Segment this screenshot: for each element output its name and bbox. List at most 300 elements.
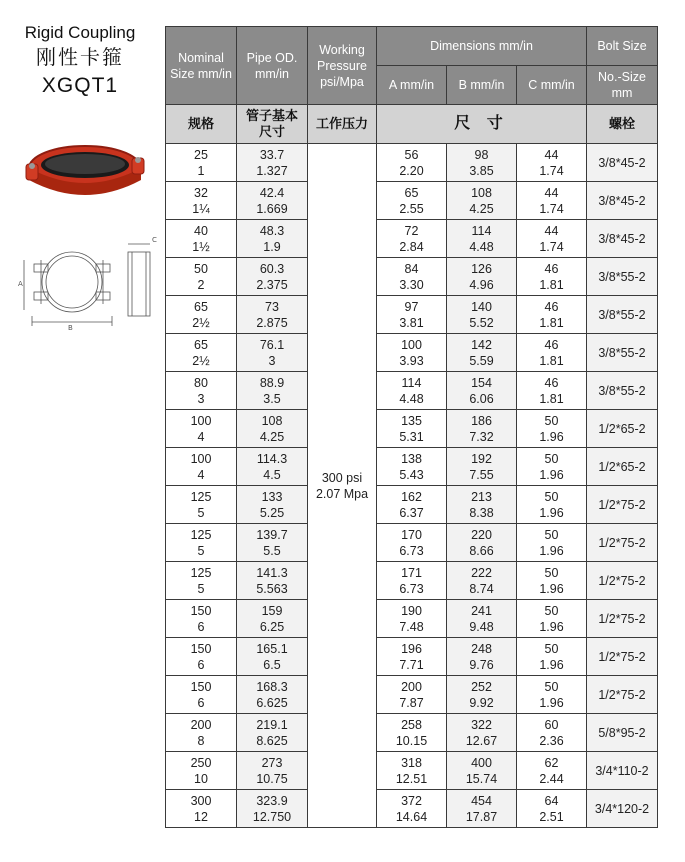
nominal-size-cell bbox=[166, 334, 237, 372]
dim-c-mm: 50 bbox=[544, 679, 559, 694]
pipe-od-mm: 139.7 bbox=[256, 527, 288, 542]
dim-b-in: 4.48 bbox=[469, 239, 494, 254]
dim-a-in: 10.15 bbox=[395, 733, 428, 748]
dim-c-cell bbox=[517, 676, 587, 714]
dim-a-in: 3.93 bbox=[399, 353, 424, 368]
pipe-od-cell bbox=[237, 562, 308, 600]
nominal-size-mm: 32 bbox=[194, 185, 208, 200]
header-bolt-sub-line2: mm bbox=[611, 86, 633, 100]
dim-c-mm: 46 bbox=[544, 375, 559, 390]
dim-a-in: 12.51 bbox=[395, 771, 428, 786]
dim-b-mm: 454 bbox=[471, 793, 492, 808]
table-row bbox=[166, 600, 658, 638]
dim-a-cell bbox=[377, 296, 447, 334]
header-pipe-line1: Pipe OD. bbox=[246, 50, 298, 65]
bolt-size-cell: 5/8*95-2 bbox=[587, 714, 658, 752]
dim-a-cell bbox=[377, 144, 447, 182]
nominal-size-mm: 50 bbox=[194, 261, 208, 276]
dim-a-in: 5.31 bbox=[399, 429, 424, 444]
dim-c-cell bbox=[517, 714, 587, 752]
dim-c-cell bbox=[517, 258, 587, 296]
dim-a-in: 6.37 bbox=[399, 505, 424, 520]
product-title-en: Rigid Coupling bbox=[24, 23, 136, 42]
pipe-od-in: 1.669 bbox=[256, 201, 288, 216]
bolt-size-cell: 3/8*45-2 bbox=[587, 220, 658, 258]
dim-c-in: 1.74 bbox=[539, 239, 564, 254]
dim-a-cell bbox=[377, 752, 447, 790]
pipe-od-in: 10.75 bbox=[256, 771, 288, 786]
dim-b-mm: 98 bbox=[474, 147, 489, 162]
dim-c-cell bbox=[517, 410, 587, 448]
nominal-size-in: 1 bbox=[197, 163, 205, 178]
dim-b-in: 5.52 bbox=[469, 315, 494, 330]
dim-c-in: 1.96 bbox=[539, 657, 564, 672]
nominal-size-mm: 40 bbox=[194, 223, 208, 238]
nominal-size-cell bbox=[166, 790, 237, 828]
nominal-size-in: 12 bbox=[194, 809, 208, 824]
dim-c-in: 1.96 bbox=[539, 581, 564, 596]
dim-a-cell bbox=[377, 220, 447, 258]
pipe-od-cell bbox=[237, 334, 308, 372]
dim-c-cell bbox=[517, 638, 587, 676]
dim-b-in: 8.38 bbox=[469, 505, 494, 520]
pipe-od-mm: 133 bbox=[261, 489, 283, 504]
dim-a-in: 6.73 bbox=[399, 581, 424, 596]
dim-c-cell bbox=[517, 220, 587, 258]
dim-b-cell bbox=[447, 752, 517, 790]
dim-b-in: 9.92 bbox=[469, 695, 494, 710]
pipe-od-mm: 114.3 bbox=[256, 451, 288, 466]
nominal-size-cell bbox=[166, 486, 237, 524]
dim-a-cell bbox=[377, 600, 447, 638]
dim-c-mm: 44 bbox=[544, 223, 559, 238]
dim-a-mm: 258 bbox=[401, 717, 422, 732]
table-row bbox=[166, 372, 658, 410]
dim-b-mm: 213 bbox=[471, 489, 492, 504]
dim-c-in: 1.96 bbox=[539, 467, 564, 482]
dim-b-in: 7.55 bbox=[469, 467, 494, 482]
dim-b-mm: 252 bbox=[471, 679, 492, 694]
dim-a-in: 2.84 bbox=[399, 239, 424, 254]
header-cn-pressure: 工作压力 bbox=[308, 105, 377, 144]
dim-b-cell bbox=[447, 372, 517, 410]
nominal-size-mm: 150 bbox=[190, 603, 212, 618]
nominal-size-in: 6 bbox=[197, 619, 205, 634]
dimension-drawing bbox=[10, 230, 160, 330]
dim-c-mm: 50 bbox=[544, 413, 559, 428]
pipe-od-mm: 60.3 bbox=[259, 261, 285, 276]
dim-c-mm: 60 bbox=[544, 717, 559, 732]
pipe-od-mm: 219.1 bbox=[256, 717, 288, 732]
nominal-size-mm: 150 bbox=[190, 679, 212, 694]
dim-b-in: 5.59 bbox=[469, 353, 494, 368]
dim-c-in: 2.51 bbox=[539, 809, 564, 824]
table-row bbox=[166, 144, 658, 182]
dim-b-mm: 192 bbox=[471, 451, 492, 466]
bolt-size-cell: 1/2*75-2 bbox=[587, 524, 658, 562]
header-bolt-sub bbox=[587, 66, 658, 105]
dim-c-in: 1.81 bbox=[539, 391, 564, 406]
dim-b-mm: 248 bbox=[471, 641, 492, 656]
pipe-od-mm: 323.9 bbox=[256, 793, 288, 808]
nominal-size-in: 3 bbox=[197, 391, 205, 406]
pipe-od-in: 3 bbox=[268, 353, 276, 368]
nominal-size-cell bbox=[166, 372, 237, 410]
dim-a-mm: 196 bbox=[401, 641, 422, 656]
pipe-od-cell bbox=[237, 296, 308, 334]
pipe-od-in: 5.5 bbox=[263, 543, 281, 558]
nominal-size-cell bbox=[166, 182, 237, 220]
dim-c-cell bbox=[517, 448, 587, 486]
pipe-od-mm: 73 bbox=[265, 299, 279, 314]
spec-table bbox=[165, 26, 658, 828]
dim-b-in: 17.87 bbox=[465, 809, 498, 824]
nominal-size-mm: 300 bbox=[190, 793, 212, 808]
table-row bbox=[166, 714, 658, 752]
dim-b-mm: 400 bbox=[471, 755, 492, 770]
dim-a-in: 4.48 bbox=[399, 391, 424, 406]
dim-label-c: C bbox=[152, 236, 157, 244]
dim-c-mm: 64 bbox=[544, 793, 559, 808]
dim-b-cell bbox=[447, 676, 517, 714]
nominal-size-mm: 65 bbox=[194, 337, 208, 352]
pipe-od-cell bbox=[237, 638, 308, 676]
dim-a-in: 5.43 bbox=[399, 467, 424, 482]
dim-c-in: 2.36 bbox=[539, 733, 564, 748]
dim-c-mm: 50 bbox=[544, 565, 559, 580]
dim-a-cell bbox=[377, 486, 447, 524]
dim-a-mm: 170 bbox=[401, 527, 422, 542]
table-row bbox=[166, 296, 658, 334]
dim-a-in: 2.55 bbox=[399, 201, 424, 216]
pipe-od-in: 2.875 bbox=[256, 315, 288, 330]
pipe-od-mm: 141.3 bbox=[256, 565, 288, 580]
nominal-size-in: 4 bbox=[197, 467, 205, 482]
nominal-size-in: 4 bbox=[197, 429, 205, 444]
bolt-size-cell: 1/2*75-2 bbox=[587, 676, 658, 714]
bolt-size-cell: 1/2*75-2 bbox=[587, 638, 658, 676]
pipe-od-in: 5.563 bbox=[256, 581, 288, 596]
dim-a-cell bbox=[377, 448, 447, 486]
pipe-od-in: 8.625 bbox=[256, 733, 288, 748]
table-row bbox=[166, 790, 658, 828]
dim-c-in: 1.81 bbox=[539, 315, 564, 330]
dim-b-cell bbox=[447, 600, 517, 638]
nominal-size-cell bbox=[166, 714, 237, 752]
dim-b-in: 7.32 bbox=[469, 429, 494, 444]
table-row bbox=[166, 448, 658, 486]
dim-a-mm: 372 bbox=[401, 793, 422, 808]
pipe-od-mm: 76.1 bbox=[259, 337, 285, 352]
pressure-mpa: 2.07 Mpa bbox=[315, 486, 369, 501]
table-row bbox=[166, 486, 658, 524]
dim-a-mm: 171 bbox=[401, 565, 422, 580]
pipe-od-cell bbox=[237, 524, 308, 562]
nominal-size-mm: 200 bbox=[190, 717, 212, 732]
dim-c-mm: 50 bbox=[544, 603, 559, 618]
dim-b-cell bbox=[447, 448, 517, 486]
pipe-od-mm: 168.3 bbox=[256, 679, 288, 694]
table-row bbox=[166, 182, 658, 220]
dim-label-a: A bbox=[18, 280, 23, 288]
product-heading bbox=[0, 22, 160, 100]
pipe-od-in: 4.25 bbox=[259, 429, 285, 444]
dim-a-in: 7.71 bbox=[399, 657, 424, 672]
header-cn-pipe bbox=[237, 105, 308, 144]
dim-b-mm: 186 bbox=[471, 413, 492, 428]
table-row bbox=[166, 524, 658, 562]
dim-b-in: 3.85 bbox=[469, 163, 494, 178]
header-working-line1: Working bbox=[319, 42, 365, 57]
pipe-od-in: 5.25 bbox=[259, 505, 285, 520]
dim-b-mm: 220 bbox=[471, 527, 492, 542]
nominal-size-in: 1½ bbox=[192, 239, 210, 254]
header-nominal-line2: Size mm/in bbox=[170, 66, 232, 81]
dim-c-cell bbox=[517, 486, 587, 524]
table-row bbox=[166, 258, 658, 296]
pipe-od-mm: 48.3 bbox=[259, 223, 285, 238]
nominal-size-in: 5 bbox=[197, 543, 205, 558]
bolt-size-cell: 3/8*55-2 bbox=[587, 296, 658, 334]
dim-a-mm: 97 bbox=[404, 299, 419, 314]
nominal-size-mm: 100 bbox=[190, 413, 212, 428]
dim-a-mm: 200 bbox=[401, 679, 422, 694]
dim-b-cell bbox=[447, 714, 517, 752]
dim-b-in: 12.67 bbox=[465, 733, 498, 748]
pipe-od-in: 4.5 bbox=[263, 467, 281, 482]
dim-c-in: 1.74 bbox=[539, 163, 564, 178]
dim-b-cell bbox=[447, 144, 517, 182]
nominal-size-in: 1¼ bbox=[192, 201, 210, 216]
pipe-od-cell bbox=[237, 676, 308, 714]
bolt-size-cell: 3/8*45-2 bbox=[587, 144, 658, 182]
dim-a-mm: 56 bbox=[404, 147, 419, 162]
dim-b-mm: 154 bbox=[471, 375, 492, 390]
pipe-od-cell bbox=[237, 448, 308, 486]
nominal-size-in: 10 bbox=[194, 771, 208, 786]
dim-a-mm: 65 bbox=[404, 185, 419, 200]
dim-c-in: 1.96 bbox=[539, 619, 564, 634]
dim-a-mm: 138 bbox=[401, 451, 422, 466]
dim-c-in: 1.96 bbox=[539, 429, 564, 444]
dim-c-cell bbox=[517, 752, 587, 790]
nominal-size-cell bbox=[166, 410, 237, 448]
pipe-od-in: 6.625 bbox=[256, 695, 288, 710]
dim-label-b: B bbox=[68, 324, 73, 330]
nominal-size-mm: 100 bbox=[190, 451, 212, 466]
dim-a-in: 2.20 bbox=[399, 163, 424, 178]
nominal-size-cell bbox=[166, 524, 237, 562]
nominal-size-in: 5 bbox=[197, 581, 205, 596]
nominal-size-cell bbox=[166, 562, 237, 600]
nominal-size-in: 2 bbox=[197, 277, 205, 292]
pipe-od-cell bbox=[237, 790, 308, 828]
pipe-od-mm: 42.4 bbox=[259, 185, 285, 200]
bolt-size-cell: 1/2*75-2 bbox=[587, 486, 658, 524]
bolt-size-cell: 1/2*75-2 bbox=[587, 562, 658, 600]
pipe-od-mm: 108 bbox=[261, 413, 283, 428]
dim-b-cell bbox=[447, 182, 517, 220]
dim-c-mm: 46 bbox=[544, 337, 559, 352]
bolt-size-cell: 1/2*65-2 bbox=[587, 410, 658, 448]
nominal-size-mm: 65 bbox=[194, 299, 208, 314]
dim-a-cell bbox=[377, 182, 447, 220]
table-row bbox=[166, 410, 658, 448]
table-row bbox=[166, 334, 658, 372]
header-c: C mm/in bbox=[517, 66, 587, 105]
dim-b-cell bbox=[447, 410, 517, 448]
header-cn-dimensions: 尺 寸 bbox=[377, 105, 587, 144]
dim-c-mm: 50 bbox=[544, 527, 559, 542]
header-a: A mm/in bbox=[377, 66, 447, 105]
dim-b-cell bbox=[447, 296, 517, 334]
dim-c-in: 1.96 bbox=[539, 543, 564, 558]
nominal-size-cell bbox=[166, 676, 237, 714]
dim-a-mm: 100 bbox=[401, 337, 422, 352]
dim-b-cell bbox=[447, 638, 517, 676]
header-working-line2: Pressure bbox=[316, 58, 368, 73]
table-row bbox=[166, 676, 658, 714]
dim-a-cell bbox=[377, 790, 447, 828]
pipe-od-cell bbox=[237, 144, 308, 182]
pipe-od-in: 2.375 bbox=[256, 277, 288, 292]
header-nominal-size bbox=[166, 27, 237, 105]
pipe-od-in: 12.750 bbox=[252, 809, 292, 824]
nominal-size-mm: 80 bbox=[194, 375, 208, 390]
table-row bbox=[166, 752, 658, 790]
pipe-od-in: 1.327 bbox=[256, 163, 288, 178]
dim-b-cell bbox=[447, 258, 517, 296]
dim-a-cell bbox=[377, 258, 447, 296]
dim-b-in: 4.96 bbox=[469, 277, 494, 292]
dim-a-mm: 84 bbox=[404, 261, 419, 276]
nominal-size-mm: 125 bbox=[190, 489, 212, 504]
header-b: B mm/in bbox=[447, 66, 517, 105]
dim-b-mm: 126 bbox=[471, 261, 492, 276]
dim-a-cell bbox=[377, 638, 447, 676]
dim-a-cell bbox=[377, 676, 447, 714]
dim-a-cell bbox=[377, 714, 447, 752]
nominal-size-mm: 125 bbox=[190, 527, 212, 542]
dim-c-mm: 62 bbox=[544, 755, 559, 770]
nominal-size-cell bbox=[166, 600, 237, 638]
dim-a-in: 7.48 bbox=[399, 619, 424, 634]
pipe-od-cell bbox=[237, 486, 308, 524]
nominal-size-mm: 25 bbox=[194, 147, 208, 162]
dim-c-cell bbox=[517, 600, 587, 638]
pipe-od-mm: 33.7 bbox=[259, 147, 285, 162]
dim-a-cell bbox=[377, 562, 447, 600]
nominal-size-cell bbox=[166, 296, 237, 334]
dim-c-in: 2.44 bbox=[539, 771, 564, 786]
dim-c-cell bbox=[517, 144, 587, 182]
dim-c-cell bbox=[517, 524, 587, 562]
bolt-size-cell: 3/4*120-2 bbox=[587, 790, 658, 828]
header-cn-bolt: 螺栓 bbox=[587, 105, 658, 144]
dim-c-in: 1.96 bbox=[539, 695, 564, 710]
pipe-od-in: 1.9 bbox=[263, 239, 281, 254]
pipe-od-cell bbox=[237, 752, 308, 790]
product-title-cn: 刚性卡箍 bbox=[36, 47, 124, 69]
header-pipe-od bbox=[237, 27, 308, 105]
pipe-od-mm: 88.9 bbox=[259, 375, 285, 390]
nominal-size-in: 5 bbox=[197, 505, 205, 520]
bolt-size-cell: 3/4*110-2 bbox=[587, 752, 658, 790]
pipe-od-cell bbox=[237, 220, 308, 258]
dim-c-cell bbox=[517, 562, 587, 600]
nominal-size-in: 8 bbox=[197, 733, 205, 748]
product-model: XGQT1 bbox=[41, 74, 119, 97]
nominal-size-cell bbox=[166, 258, 237, 296]
dim-c-cell bbox=[517, 296, 587, 334]
spec-table-body bbox=[166, 144, 658, 828]
dim-b-in: 4.25 bbox=[469, 201, 494, 216]
header-working-line3: psi/Mpa bbox=[320, 74, 364, 89]
header-nominal-line1: Nominal bbox=[178, 50, 224, 65]
dim-c-mm: 50 bbox=[544, 641, 559, 656]
dim-b-cell bbox=[447, 486, 517, 524]
dim-b-mm: 322 bbox=[471, 717, 492, 732]
pipe-od-in: 3.5 bbox=[263, 391, 281, 406]
dim-c-mm: 44 bbox=[544, 147, 559, 162]
dim-a-mm: 162 bbox=[401, 489, 422, 504]
dim-b-mm: 114 bbox=[471, 223, 492, 238]
dim-b-in: 8.66 bbox=[469, 543, 494, 558]
dim-a-cell bbox=[377, 410, 447, 448]
nominal-size-cell bbox=[166, 144, 237, 182]
nominal-size-cell bbox=[166, 448, 237, 486]
nominal-size-cell bbox=[166, 752, 237, 790]
bolt-size-cell: 3/8*45-2 bbox=[587, 182, 658, 220]
pipe-od-in: 6.5 bbox=[263, 657, 281, 672]
table-row bbox=[166, 562, 658, 600]
nominal-size-mm: 150 bbox=[190, 641, 212, 656]
header-cn-pipe-line1: 管子基本 bbox=[245, 108, 298, 123]
nominal-size-cell bbox=[166, 638, 237, 676]
bolt-size-cell: 3/8*55-2 bbox=[587, 334, 658, 372]
dim-b-mm: 222 bbox=[471, 565, 492, 580]
pipe-od-cell bbox=[237, 714, 308, 752]
dim-a-mm: 318 bbox=[401, 755, 422, 770]
dim-b-mm: 241 bbox=[471, 603, 492, 618]
dim-c-cell bbox=[517, 790, 587, 828]
table-row bbox=[166, 220, 658, 258]
dim-c-mm: 50 bbox=[544, 489, 559, 504]
dim-a-in: 3.81 bbox=[399, 315, 424, 330]
dim-b-in: 8.74 bbox=[469, 581, 494, 596]
pipe-od-cell bbox=[237, 410, 308, 448]
nominal-size-in: 6 bbox=[197, 657, 205, 672]
dim-c-mm: 46 bbox=[544, 299, 559, 314]
dim-b-in: 6.06 bbox=[469, 391, 494, 406]
dim-a-in: 14.64 bbox=[395, 809, 428, 824]
dim-b-cell bbox=[447, 790, 517, 828]
pipe-od-cell bbox=[237, 182, 308, 220]
dim-b-mm: 142 bbox=[471, 337, 492, 352]
dim-a-cell bbox=[377, 372, 447, 410]
working-pressure-cell bbox=[308, 144, 377, 828]
dim-a-mm: 190 bbox=[401, 603, 422, 618]
dim-b-in: 15.74 bbox=[465, 771, 498, 786]
pipe-od-mm: 159 bbox=[261, 603, 283, 618]
table-row bbox=[166, 638, 658, 676]
nominal-size-in: 2½ bbox=[192, 315, 210, 330]
header-cn-size: 规格 bbox=[166, 105, 237, 144]
dim-c-in: 1.74 bbox=[539, 201, 564, 216]
dim-c-cell bbox=[517, 182, 587, 220]
nominal-size-in: 6 bbox=[197, 695, 205, 710]
dim-a-mm: 135 bbox=[401, 413, 422, 428]
